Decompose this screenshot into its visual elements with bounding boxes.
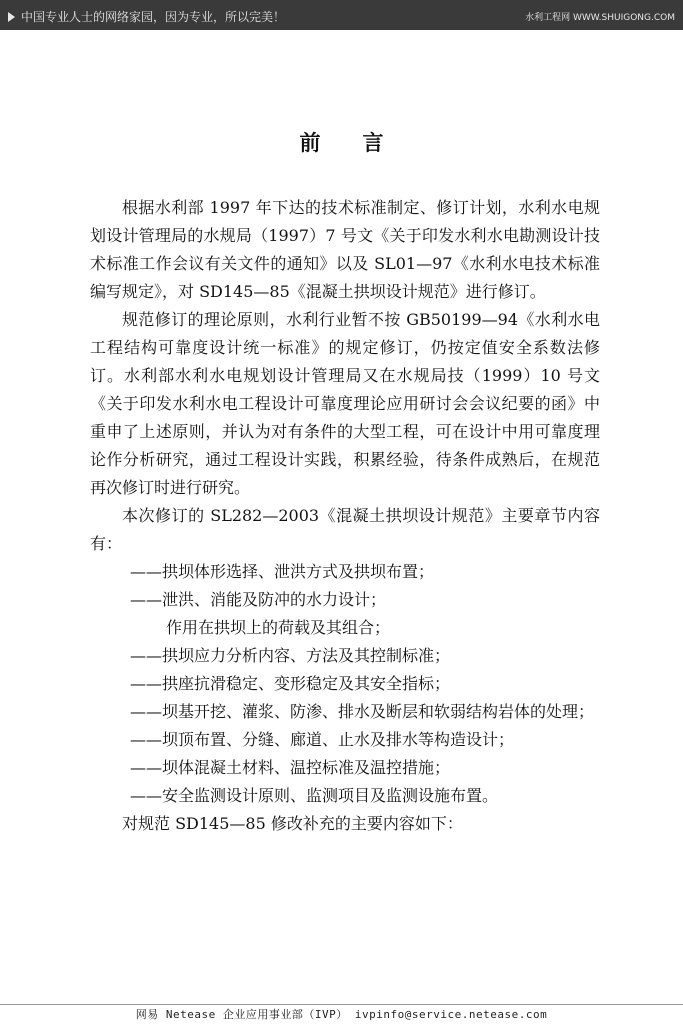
paragraph-1: 根据水利部 1997 年下达的技术标准制定、修订计划，水利水电规划设计管理局的水规局（1997）7 号文《关于印发水利水电勘测设计技术标准工作会议有关文件的通知》以及 SL01—97《水利水电技术标准编写规定》，对 SD145—85《混凝土拱坝设计规范》进行修订。: [90, 198, 600, 301]
page-title: 前言: [299, 130, 426, 155]
document-body: [90, 194, 600, 838]
list-item: ——拱座抗滑稳定、变形稳定及其安全指标；: [130, 674, 451, 693]
banner-slogan: 中国专业人士的网络家园，因为专业，所以完美！: [21, 10, 286, 24]
top-banner: [0, 0, 683, 30]
arrow-right-icon: [8, 12, 15, 22]
list-item: ——拱坝应力分析内容、方法及其控制标准；: [130, 646, 451, 665]
site-link[interactable]: 水利工程网 WWW.SHUIGONG.COM: [525, 13, 675, 23]
paragraph-3: 本次修订的 SL282—2003《混凝土拱坝设计规范》主要章节内容有：: [90, 506, 600, 553]
list-item: ——安全监测设计原则、监测项目及监测设施布置。: [130, 786, 499, 805]
list-item: 作用在拱坝上的荷载及其组合；: [166, 618, 391, 637]
list-item: ——坝顶布置、分缝、廊道、止水及排水等构造设计；: [130, 730, 515, 749]
paragraph-2: 规范修订的理论原则，水利行业暂不按 GB50199—94《水利水电工程结构可靠度设计统一标准》的规定修订，仍按定值安全系数法修订。水利部水利水电规划设计管理局又在水规局技（1999）10 号文《关于印发水利水电工程设计可靠度理论应用研讨会会议纪要的函》中重申了上述原则，并认为对有条件的大型工程，可在设计中用可靠度理论作分析研究，通过工程设计实践，积累经验，待条件成熟后，在规范再次修订时进行研究。: [90, 310, 600, 497]
footer: 网易 Netease 企业应用事业部（IVP） ivpinfo@service.netease.com: [135, 1008, 548, 1021]
list-item: ——坝体混凝土材料、温控标准及温控措施；: [130, 758, 451, 777]
list-item: ——泄洪、消能及防冲的水力设计；: [130, 590, 387, 609]
banner-slogan-group: [8, 8, 285, 25]
list-item: ——坝基开挖、灌浆、防渗、排水及断层和软弱结构岩体的处理；: [130, 702, 595, 721]
list-item: ——拱坝体形选择、泄洪方式及拱坝布置；: [130, 562, 435, 581]
closing-paragraph: 对规范 SD145—85 修改补充的主要内容如下：: [122, 814, 463, 833]
